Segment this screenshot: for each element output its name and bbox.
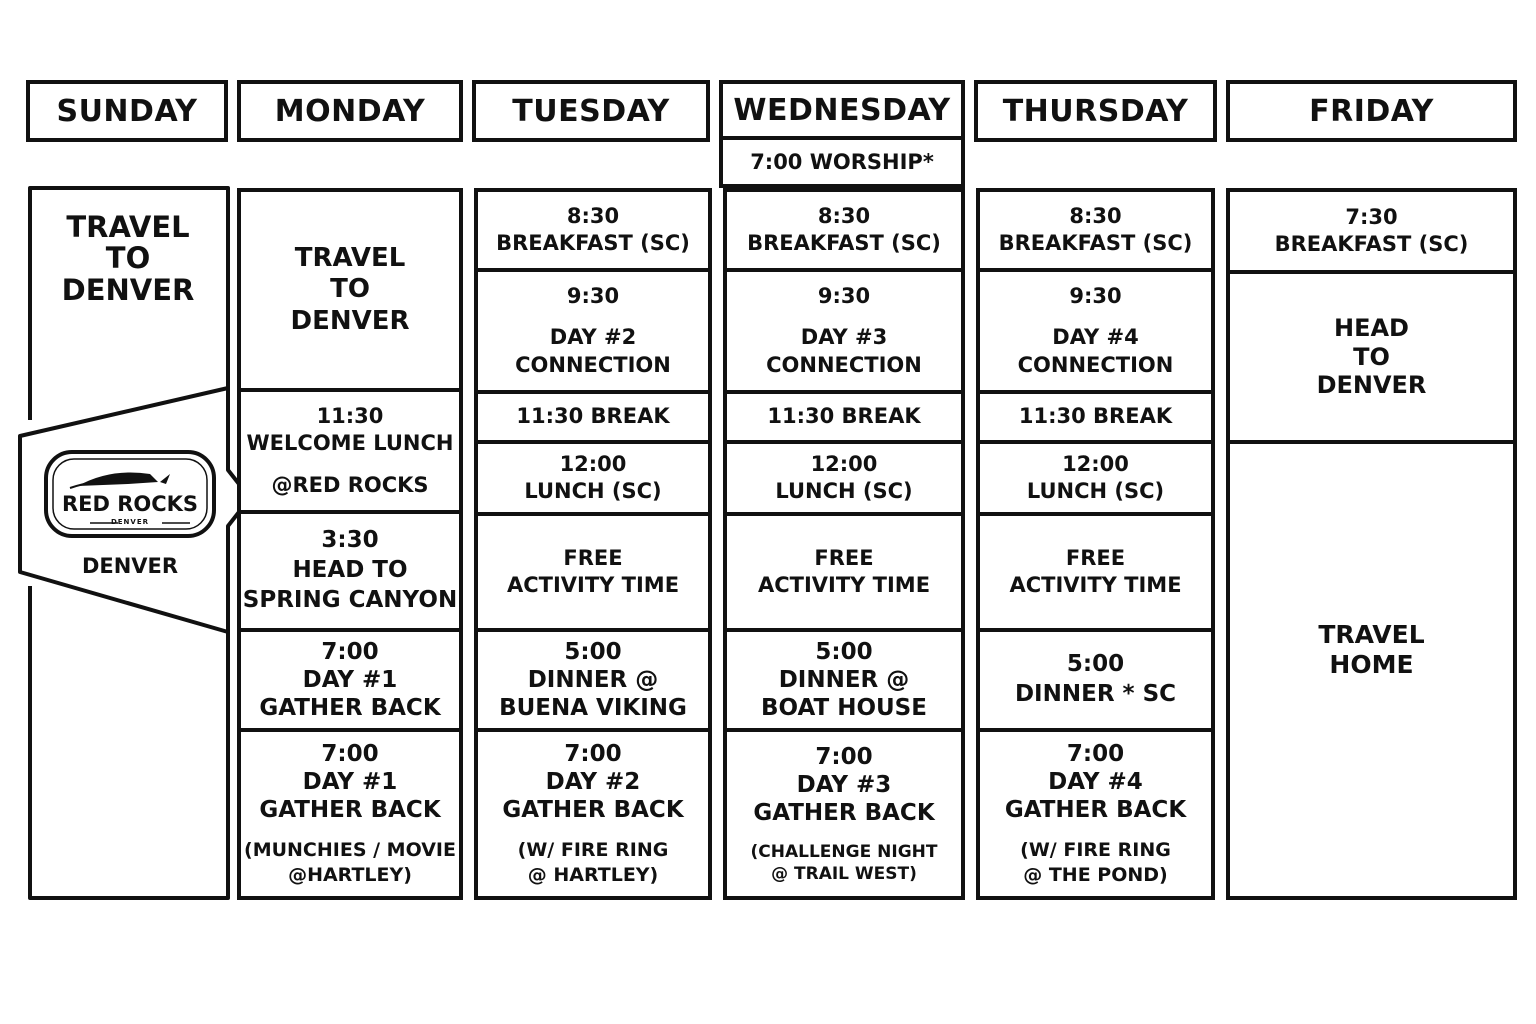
monday-head-title: HEAD TO: [292, 557, 408, 584]
wednesday-connection-time: 9:30: [817, 284, 871, 309]
monday-gather2-note-2: @HARTLEY): [288, 864, 412, 887]
day-header-sunday: SUNDAY: [26, 80, 228, 142]
friday-breakfast-time: 7:30: [1345, 204, 1398, 229]
day-header-monday: MONDAY: [237, 80, 463, 142]
tuesday-gather-cell: [478, 728, 708, 896]
monday-travel-cell: [241, 192, 459, 388]
tuesday-gather-title: GATHER BACK: [502, 797, 684, 824]
day-header-thursday: THURSDAY: [974, 80, 1217, 142]
sunday-callout-label: DENVER: [81, 554, 179, 578]
wednesday-gather-time: 7:00: [815, 743, 873, 770]
thursday-lunch-time: 12:00: [1062, 451, 1129, 476]
tuesday-connection-title: CONNECTION: [515, 352, 671, 377]
wednesday-free-cell: [727, 512, 961, 628]
tuesday-free-cell: [478, 512, 708, 628]
tuesday-connection-cell: [478, 268, 708, 390]
wednesday-gather-cell: [727, 728, 961, 896]
monday-gather1-time: 7:00: [321, 638, 379, 665]
monday-gather2-title: GATHER BACK: [259, 797, 441, 824]
thursday-gather-cell: [980, 728, 1211, 896]
thursday-connection-title: CONNECTION: [1017, 352, 1174, 377]
friday-head-line-3: DENVER: [1316, 371, 1427, 400]
monday-gather-cell-2: [241, 728, 459, 896]
wednesday-gather-day: DAY #3: [796, 771, 892, 798]
thursday-gather-title: GATHER BACK: [1004, 797, 1187, 824]
tuesday-lunch-title: LUNCH (SC): [524, 479, 662, 503]
monday-column: [237, 188, 463, 900]
tuesday-free-line-2: ACTIVITY TIME: [506, 573, 680, 597]
tuesday-connection-time: 9:30: [566, 284, 620, 309]
friday-column: [1226, 188, 1517, 900]
thursday-free-line-1: FREE: [1065, 545, 1126, 570]
friday-travel-line-1: TRAVEL: [1318, 620, 1425, 649]
monday-gather2-note-1: (MUNCHIES / MOVIE: [244, 839, 456, 862]
tuesday-breakfast-cell: [478, 192, 708, 268]
sunday-travel-line-1: TRAVEL: [66, 210, 190, 244]
wednesday-dinner-title: DINNER @: [778, 666, 910, 693]
thursday-breakfast-cell: [980, 192, 1211, 268]
monday-lunch-location: @RED ROCKS: [271, 472, 429, 497]
tuesday-gather-time: 7:00: [564, 741, 622, 768]
tuesday-break-text: 11:30 BREAK: [516, 404, 670, 429]
wednesday-worship-text: 7:00 WORSHIP*: [750, 150, 934, 174]
wednesday-breakfast-title: BREAKFAST (SC): [747, 231, 941, 255]
wednesday-dinner-location: BOAT HOUSE: [761, 695, 927, 722]
monday-gather1-title: GATHER BACK: [259, 695, 441, 722]
thursday-gather-day: DAY #4: [1048, 769, 1143, 796]
thursday-free-cell: [980, 512, 1211, 628]
thursday-connection-day: DAY #4: [1052, 325, 1139, 350]
wednesday-lunch-time: 12:00: [810, 451, 878, 476]
wednesday-gather-note-1: (CHALLENGE NIGHT: [750, 841, 938, 862]
wednesday-worship-box: [719, 136, 965, 188]
wednesday-dinner-time: 5:00: [815, 638, 873, 665]
wednesday-dinner-cell: [727, 628, 961, 728]
monday-lunch-cell: [241, 388, 459, 510]
monday-travel-line-2: TO: [330, 274, 370, 305]
day-header-wednesday: WEDNESDAY: [719, 80, 965, 140]
wednesday-breakfast-cell: [727, 192, 961, 268]
sunday-travel-line-3: DENVER: [61, 272, 195, 307]
thursday-gather-note-1: (W/ FIRE RING: [1020, 839, 1171, 862]
tuesday-connection-day: DAY #2: [549, 325, 637, 350]
monday-lunch-time: 11:30: [316, 404, 384, 429]
thursday-lunch-title: LUNCH (SC): [1026, 479, 1165, 503]
friday-head-line-1: HEAD: [1334, 313, 1409, 342]
red-rocks-logo-subtext: DENVER: [110, 518, 150, 526]
wednesday-connection-title: CONNECTION: [766, 352, 922, 377]
monday-travel-line-3: DENVER: [290, 305, 410, 336]
tuesday-dinner-cell: [478, 628, 708, 728]
tuesday-break-cell: [478, 390, 708, 440]
wednesday-gather-note-2: @ TRAIL WEST): [771, 864, 917, 885]
sunday-travel-text: [30, 212, 226, 306]
friday-breakfast-title: BREAKFAST (SC): [1274, 232, 1469, 256]
thursday-break-cell: [980, 390, 1211, 440]
tuesday-dinner-location: BUENA VIKING: [499, 695, 687, 722]
tuesday-gather-note-2: @ HARTLEY): [527, 864, 659, 887]
friday-head-line-2: TO: [1353, 342, 1390, 371]
tuesday-gather-note-1: (W/ FIRE RING: [517, 839, 669, 862]
tuesday-dinner-title: DINNER @: [527, 666, 659, 693]
thursday-gather-note-2: @ THE POND): [1023, 864, 1168, 887]
thursday-breakfast-title: BREAKFAST (SC): [998, 231, 1193, 255]
monday-lunch-title: WELCOME LUNCH: [246, 431, 454, 456]
monday-gather1-day: DAY #1: [302, 666, 398, 693]
tuesday-breakfast-title: BREAKFAST (SC): [496, 231, 690, 255]
thursday-dinner-title: DINNER * SC: [1014, 681, 1177, 707]
monday-head-time: 3:30: [321, 527, 379, 554]
tuesday-breakfast-time: 8:30: [566, 203, 620, 228]
thursday-break-text: 11:30 BREAK: [1018, 404, 1173, 429]
monday-travel-line-1: TRAVEL: [294, 243, 406, 274]
tuesday-lunch-time: 12:00: [559, 451, 627, 476]
tuesday-gather-day: DAY #2: [545, 769, 641, 796]
monday-head-cell: [241, 510, 459, 628]
thursday-gather-time: 7:00: [1066, 741, 1125, 768]
thursday-free-line-2: ACTIVITY TIME: [1009, 573, 1182, 597]
thursday-column: [976, 188, 1215, 900]
thursday-dinner-cell: [980, 628, 1211, 728]
sunday-travel-line-2: TO: [105, 241, 151, 276]
monday-gather2-day: DAY #1: [302, 769, 398, 796]
thursday-lunch-cell: [980, 440, 1211, 512]
thursday-breakfast-time: 8:30: [1069, 203, 1122, 228]
wednesday-free-line-2: ACTIVITY TIME: [757, 573, 931, 597]
wednesday-gather-title: GATHER BACK: [753, 799, 935, 826]
wednesday-breakfast-time: 8:30: [817, 203, 871, 228]
wednesday-connection-day: DAY #3: [800, 325, 888, 350]
thursday-connection-time: 9:30: [1069, 284, 1122, 309]
wednesday-lunch-cell: [727, 440, 961, 512]
wednesday-column: [723, 188, 965, 900]
tuesday-lunch-cell: [478, 440, 708, 512]
wednesday-free-line-1: FREE: [814, 545, 874, 570]
friday-breakfast-cell: [1230, 192, 1513, 270]
friday-travel-line-2: HOME: [1329, 650, 1414, 679]
wednesday-break-text: 11:30 BREAK: [767, 404, 921, 429]
sunday-column-outline: [0, 0, 260, 910]
thursday-connection-cell: [980, 268, 1211, 390]
wednesday-break-cell: [727, 390, 961, 440]
wednesday-lunch-title: LUNCH (SC): [775, 479, 913, 503]
monday-gather2-time: 7:00: [321, 741, 379, 768]
friday-head-cell: [1230, 270, 1513, 440]
friday-travel-cell: [1230, 440, 1513, 896]
wednesday-connection-cell: [727, 268, 961, 390]
day-header-friday: FRIDAY: [1226, 80, 1517, 142]
day-header-tuesday: TUESDAY: [472, 80, 710, 142]
tuesday-dinner-time: 5:00: [564, 638, 622, 665]
tuesday-column: [474, 188, 712, 900]
monday-head-destination: SPRING CANYON: [242, 586, 458, 613]
monday-gather-cell-1: [241, 628, 459, 728]
thursday-dinner-time: 5:00: [1066, 651, 1125, 678]
red-rocks-logo-text: RED ROCKS: [61, 492, 199, 516]
tuesday-free-line-1: FREE: [563, 545, 623, 570]
